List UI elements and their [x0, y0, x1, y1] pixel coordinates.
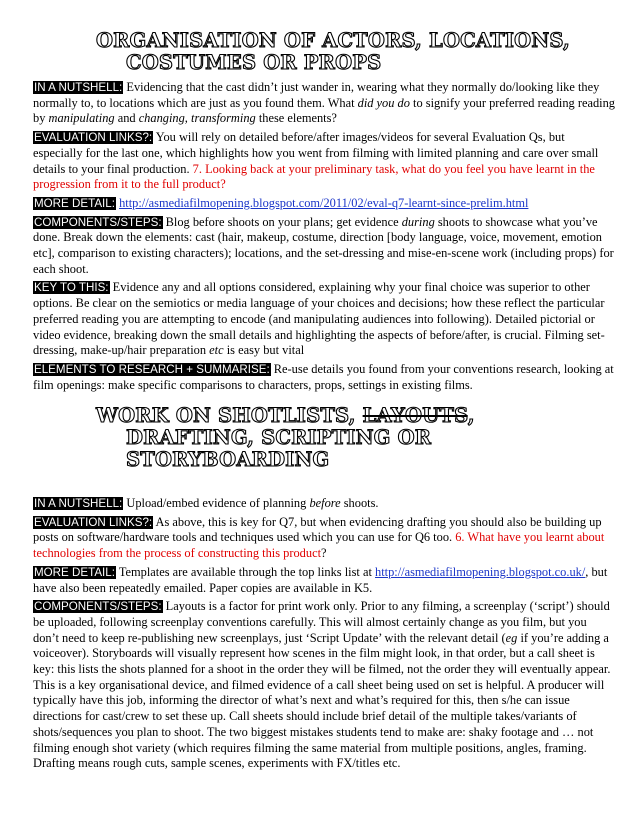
section1-body — [33, 80, 615, 396]
s1-more-label: MORE DETAIL: — [34, 196, 115, 210]
s2-more-label: MORE DETAIL: — [34, 565, 115, 579]
s2-nutshell-text-a: Upload/embed evidence of planning — [123, 496, 310, 510]
section2-body — [33, 496, 615, 775]
s2-more-text-b: , but have also been repeatedly emailed. Paper copies are available in K5. — [33, 564, 608, 595]
s2-comp-paragraph — [33, 599, 615, 772]
s2-title-struck-word: LAYOUTS — [362, 404, 468, 427]
section1-title-line1: ORGANISATION OF ACTORS, LOCATIONS, — [96, 29, 570, 52]
s2-more-link[interactable]: http://asmediafilmopening.blogspot.co.uk/ — [375, 564, 586, 579]
s1-elem-paragraph — [33, 362, 615, 393]
s1-comp-text-b: shoots to showcase what you’ve done. Break down the elements: cast (hair, makeup, costume, direction [body language, voice, movement, emotion etc], comparison to existing characters); locations, and the set-dressing and mise-en-scene work (including props) for each shoot. — [33, 214, 614, 276]
s1-eval-label: EVALUATION LINKS?: — [34, 131, 153, 145]
s1-key-text-a: Evidence any and all options considered, explaining why your final choice was superior to other options. Be clear on the semiotics or media language of your choices and decisions; how these reflect the particular preferred reading you are attempting to encode (and manipulating audiences into following). Detailed pictorial or video evidence, breaking down the small details and highlighting the aspects of before/after, is crucial. Filming set-dressing, make-up/hair preparation — [33, 280, 605, 358]
s2-eval-end: ? — [321, 546, 327, 561]
s1-nutshell-em2: manipulating — [48, 111, 115, 126]
s2-nutshell-label: IN A NUTSHELL: — [34, 497, 123, 510]
s1-elem-text: Re-use details you found from your conventions research, looking at film openings: make specific comparisons to characters, props, settings in existing films. — [33, 361, 614, 392]
s1-eval-text: You will rely on detailed before/after images/videos for several Evaluation Qs, but especially for the last one, which highlights how you went from filming with limited planning and care over small details to your final production. — [33, 130, 599, 176]
s1-key-paragraph — [33, 280, 615, 359]
s2-title-comma: , — [467, 404, 475, 427]
s1-nutshell-text-c: and — [114, 111, 139, 126]
s1-key-text-b: is easy but vital — [223, 343, 305, 358]
section1-title — [96, 30, 570, 74]
s2-nutshell-text-b: shoots. — [340, 496, 379, 510]
s1-nutshell-em1: did you do — [357, 95, 410, 110]
s2-more-text-a: Templates are available through the top links list at — [115, 564, 375, 579]
s2-comp-text-a: Layouts is a factor for print work only. Prior to any filming, a screenplay (‘script’) should be uploaded, following screenplay conventions carefully. This will almost certainly change as you film, but you don’t need to keep re-publishing new screenplays, just ‘Script Update’ with the relevant detail ( — [33, 599, 610, 645]
s1-more-paragraph — [33, 196, 615, 212]
s1-key-label: KEY TO THIS: — [34, 281, 109, 295]
section2-title-line2: DRAFTING, SCRIPTING OR — [126, 426, 432, 449]
s1-comp-text-a: Blog before shoots on your plans; get evidence — [162, 214, 402, 229]
s1-comp-em: during — [401, 214, 435, 229]
s2-comp-em: eg — [505, 630, 518, 645]
section2-title-line1 — [96, 405, 475, 427]
s1-nutshell-text-a: Evidencing that the cast didn’t just wander in, wearing what they normally do/looking like they normally to, to locations which are just as you found them. What — [33, 80, 600, 110]
s2-comp-text-b: if you’re adding a voiceover). Storyboards will visually represent how scenes in the film might look, in that order, but a call sheet is key: this lists the shots planned for a shoot in the order they will be filmed, not the order they will eventually appear. This is a key organisational device, and filmed evidence of a call sheet being used on set is helpful. A producer will typically have this job, informing the director of what’s next and what’s required for this, then s/he can issue directions for cast/crew to set these up. Call sheets should include brief detail of the multiple takes/variants of shots/sequences you plan to shoot. The two biggest mistakes students tend to make are: shaky footage and … not filming enough shot variety (which requires filming the same material from multiple positions, angles, framing. Drafting means rough cuts, sample scenes, experiments with FX/titles etc. — [33, 630, 611, 771]
s1-key-em: etc — [209, 343, 224, 358]
section2-title-line3: STORYBOARDING — [126, 448, 330, 471]
s1-nutshell-em3: changing, transforming — [138, 111, 256, 126]
s1-comp-paragraph — [33, 215, 615, 278]
s1-nutshell-label: IN A NUTSHELL: — [34, 81, 123, 94]
s1-more-link[interactable]: http://asmediafilmopening.blogspot.com/2011/02/eval-q7-learnt-since-prelim.html — [119, 195, 529, 210]
s2-eval-label: EVALUATION LINKS?: — [34, 515, 153, 529]
section2-title — [96, 405, 475, 471]
s1-eval-question: 7. Looking back at your preliminary task, what do you feel you have learnt in the progression from it to the full product? — [33, 161, 595, 192]
s2-nutshell-em: before — [309, 496, 341, 510]
s1-nutshell-text-b: to signify your preferred reading reading by — [33, 95, 615, 126]
s2-nutshell-paragraph — [33, 496, 615, 512]
s2-more-paragraph — [33, 565, 615, 596]
s2-eval-paragraph — [33, 515, 615, 562]
s2-eval-text: As above, this is key for Q7, but when evidencing drafting you should also be building up posts on software/hardware tools and techniques used which you can use for Q6 too. — [33, 514, 602, 545]
s1-nutshell-paragraph — [33, 80, 615, 127]
s2-comp-label: COMPONENTS/STEPS: — [34, 600, 162, 614]
s1-comp-label: COMPONENTS/STEPS: — [34, 215, 162, 229]
section1-title-line2: COSTUMES OR PROPS — [126, 51, 382, 74]
s1-eval-paragraph — [33, 130, 615, 193]
s1-elem-label: ELEMENTS TO RESEARCH + SUMMARISE: — [34, 362, 270, 376]
s1-nutshell-text-d: these elements? — [255, 111, 337, 126]
s2-title-text-a: WORK ON SHOTLISTS, — [96, 404, 363, 427]
s2-eval-question: 6. What have you learnt about technologies from the process of constructing this product — [33, 530, 605, 561]
